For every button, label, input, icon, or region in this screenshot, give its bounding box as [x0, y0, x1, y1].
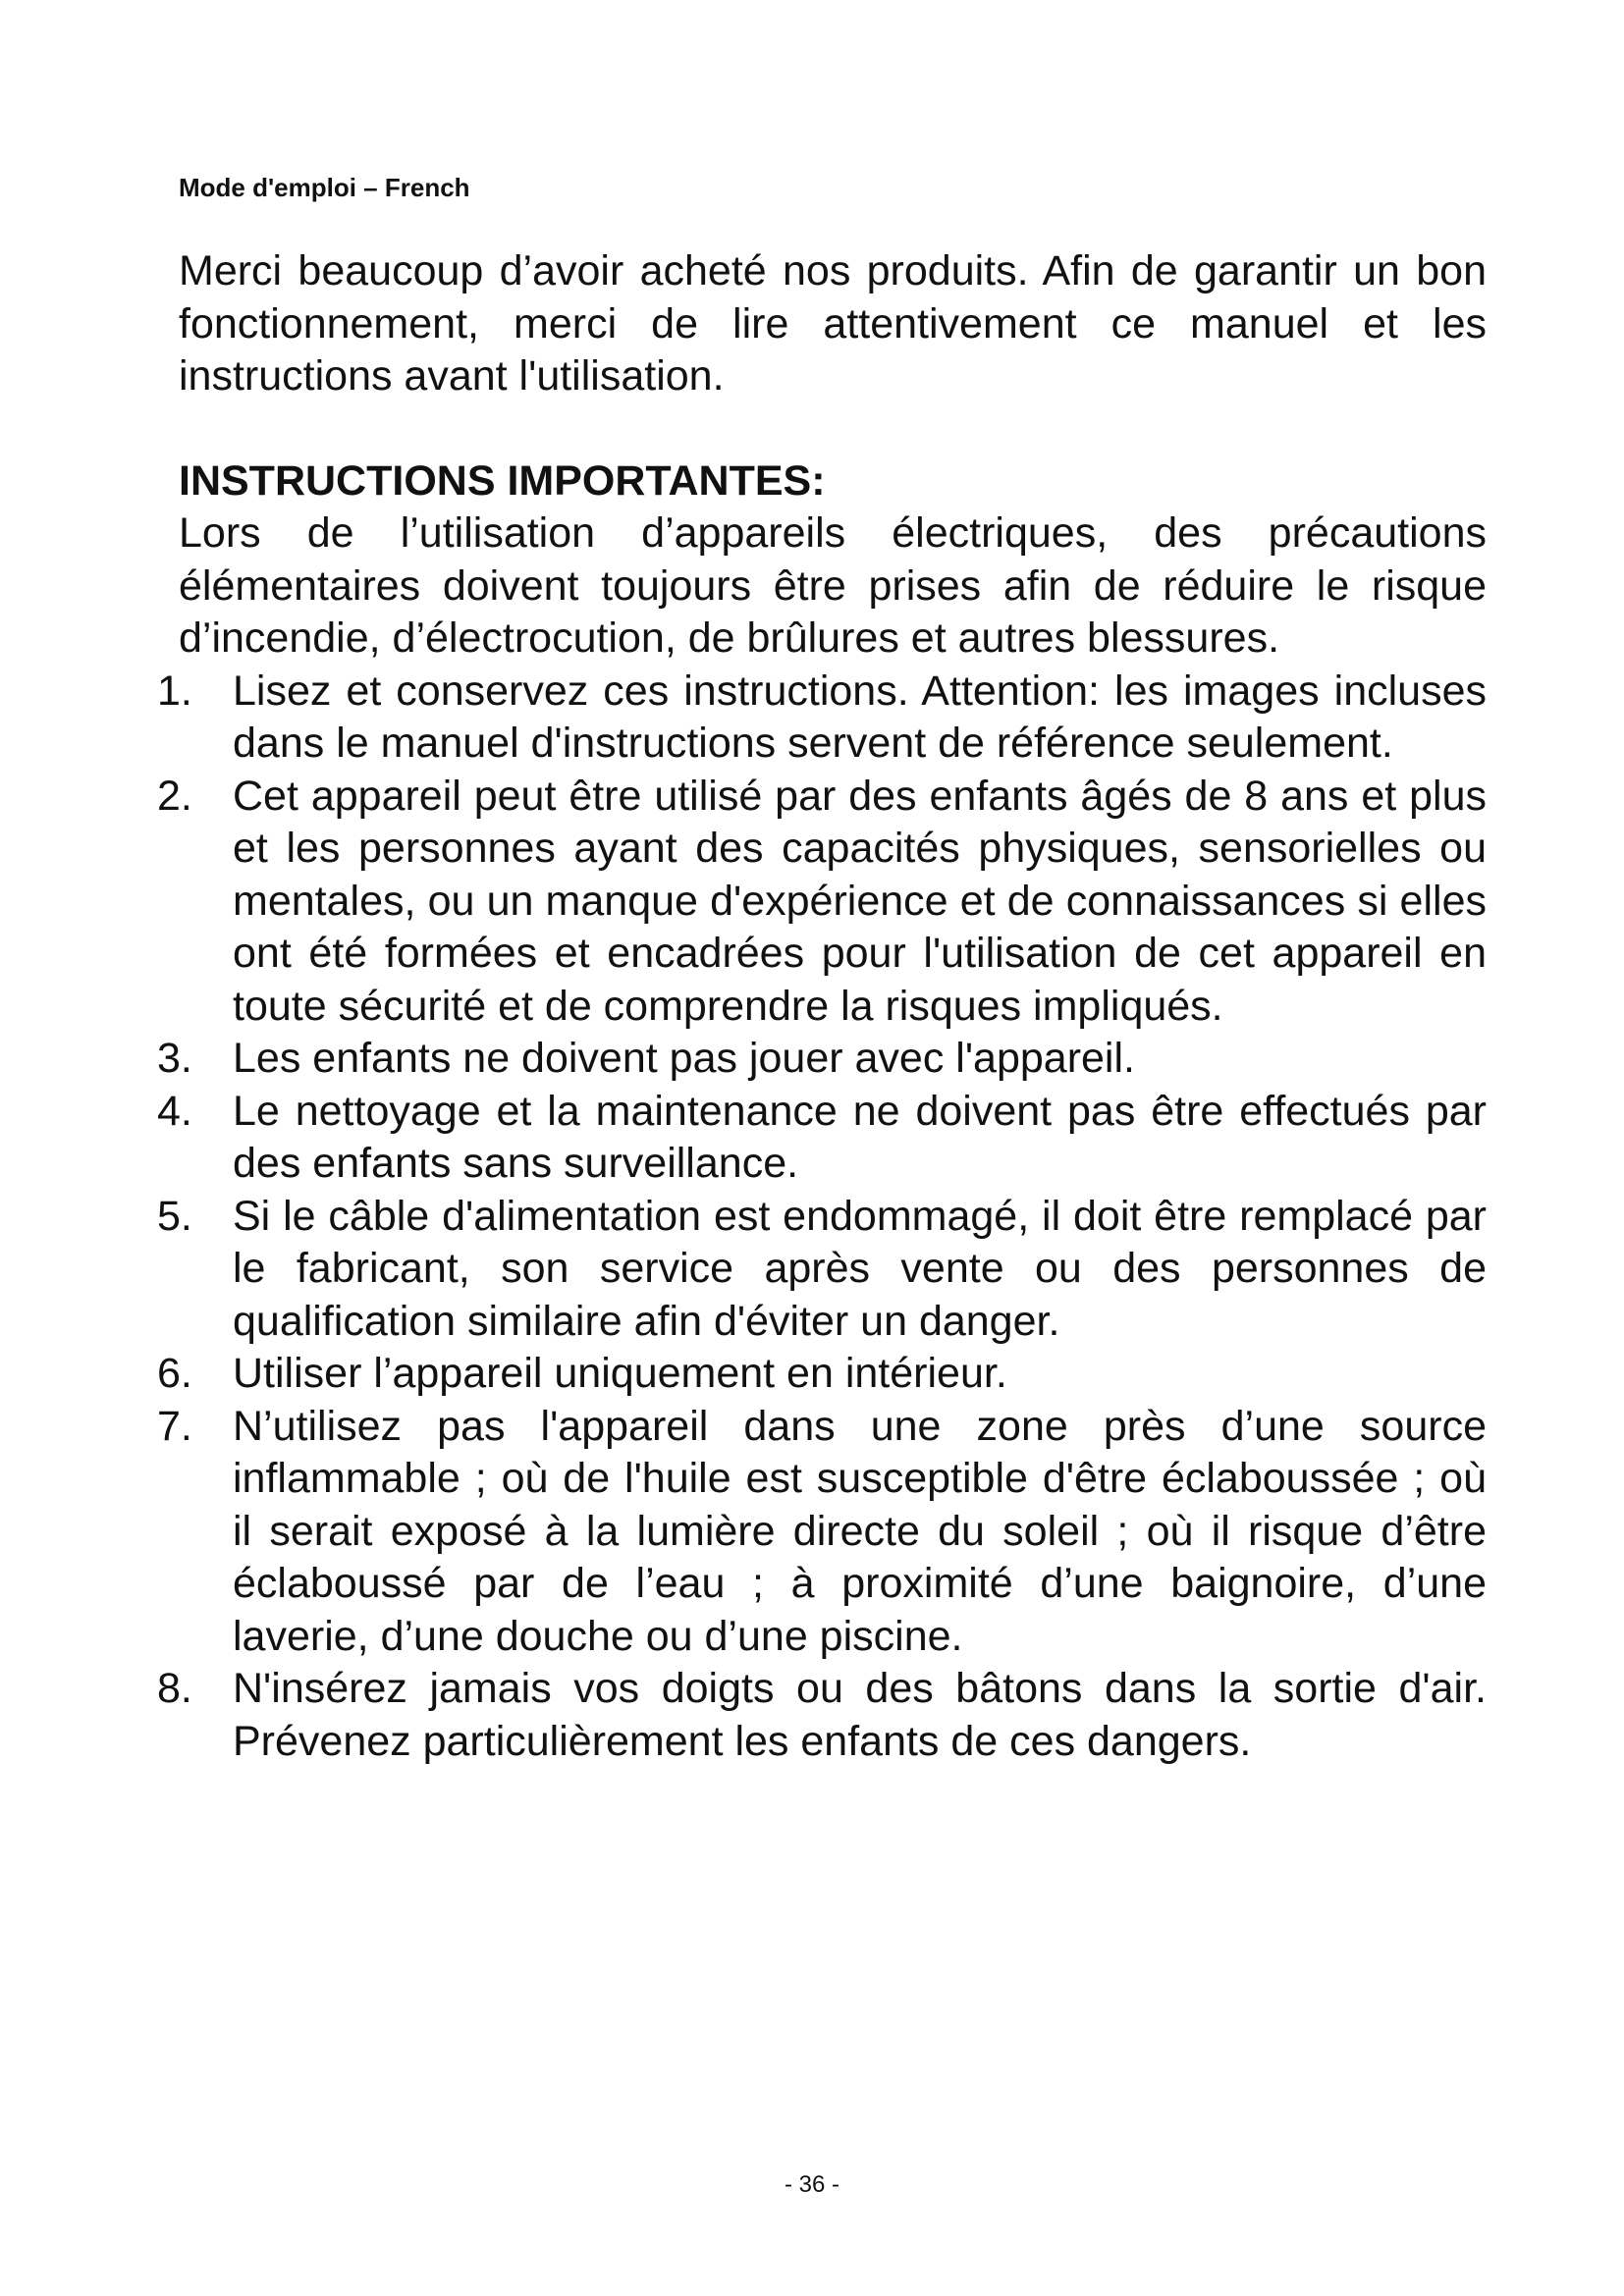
instruction-text: Lisez et conservez ces instructions. Attention: les images incluses dans le manuel d'instructions servent de référence seulement. — [233, 667, 1487, 767]
instruction-item — [157, 1348, 1487, 1401]
instruction-number: 5. — [157, 1192, 192, 1240]
page-header: Mode d'emploi – French — [179, 173, 470, 202]
instruction-text: Utiliser l’appareil uniquement en intérieur. — [233, 1350, 1007, 1397]
instruction-number: 4. — [157, 1087, 192, 1135]
instruction-number: 2. — [157, 772, 192, 820]
instruction-number: 8. — [157, 1665, 192, 1712]
page-number: - 36 - — [784, 2171, 839, 2198]
instruction-item — [157, 1663, 1487, 1768]
instruction-text: Les enfants ne doivent pas jouer avec l'appareil. — [233, 1035, 1135, 1082]
instruction-text: Si le câble d'alimentation est endommagé, il doit être remplacé par le fabricant, son service après vente ou des personnes de qualification similaire afin d'éviter un danger. — [233, 1192, 1487, 1345]
section-heading: INSTRUCTIONS IMPORTANTES: — [179, 456, 826, 505]
instruction-number: 1. — [157, 667, 192, 715]
intro-paragraph: Merci beaucoup d’avoir acheté nos produits. Afin de garantir un bon fonctionnement, merci de lire attentivement ce manuel et les instructions avant l'utilisation. — [179, 247, 1487, 400]
instruction-text: N’utilisez pas l'appareil dans une zone près d’une source inflammable ; où de l'huile est susceptible d'être éclaboussée ; où il serait exposé à la lumière directe du soleil ; où il risque d’être éclaboussé par de l’eau ; à proximité d’une baignoire, d’une laverie, d’une douche ou d’une piscine. — [233, 1402, 1487, 1660]
instruction-text: Le nettoyage et la maintenance ne doivent pas être effectués par des enfants sans surveillance. — [233, 1087, 1487, 1187]
instruction-number: 7. — [157, 1402, 192, 1450]
instruction-item — [157, 1191, 1487, 1349]
instruction-item — [157, 1033, 1487, 1086]
instruction-text: N'insérez jamais vos doigts ou des bâtons dans la sortie d'air. Prévenez particulièrement les enfants de ces dangers. — [233, 1665, 1487, 1765]
instruction-item — [157, 666, 1487, 771]
instruction-number: 6. — [157, 1350, 192, 1397]
instruction-number: 3. — [157, 1035, 192, 1082]
instruction-item — [157, 1401, 1487, 1664]
instruction-item — [157, 1086, 1487, 1191]
page-content — [157, 245, 1487, 1768]
instruction-text: Cet appareil peut être utilisé par des enfants âgés de 8 ans et plus et les personnes ayant des capacités physiques, sensorielles ou mentales, ou un manque d'expérience et de connaissances si elles ont été formées et encadrées pour l'utilisation de cet appareil en toute sécurité et de comprendre la risques impliqués. — [233, 772, 1487, 1030]
instruction-item — [157, 771, 1487, 1034]
section-lead-paragraph: Lors de l’utilisation d’appareils électriques, des précautions élémentaires doivent toujours être prises afin de réduire le risque d’incendie, d’électrocution, de brûlures et autres blessures. — [179, 509, 1487, 662]
instruction-list — [157, 666, 1487, 1769]
